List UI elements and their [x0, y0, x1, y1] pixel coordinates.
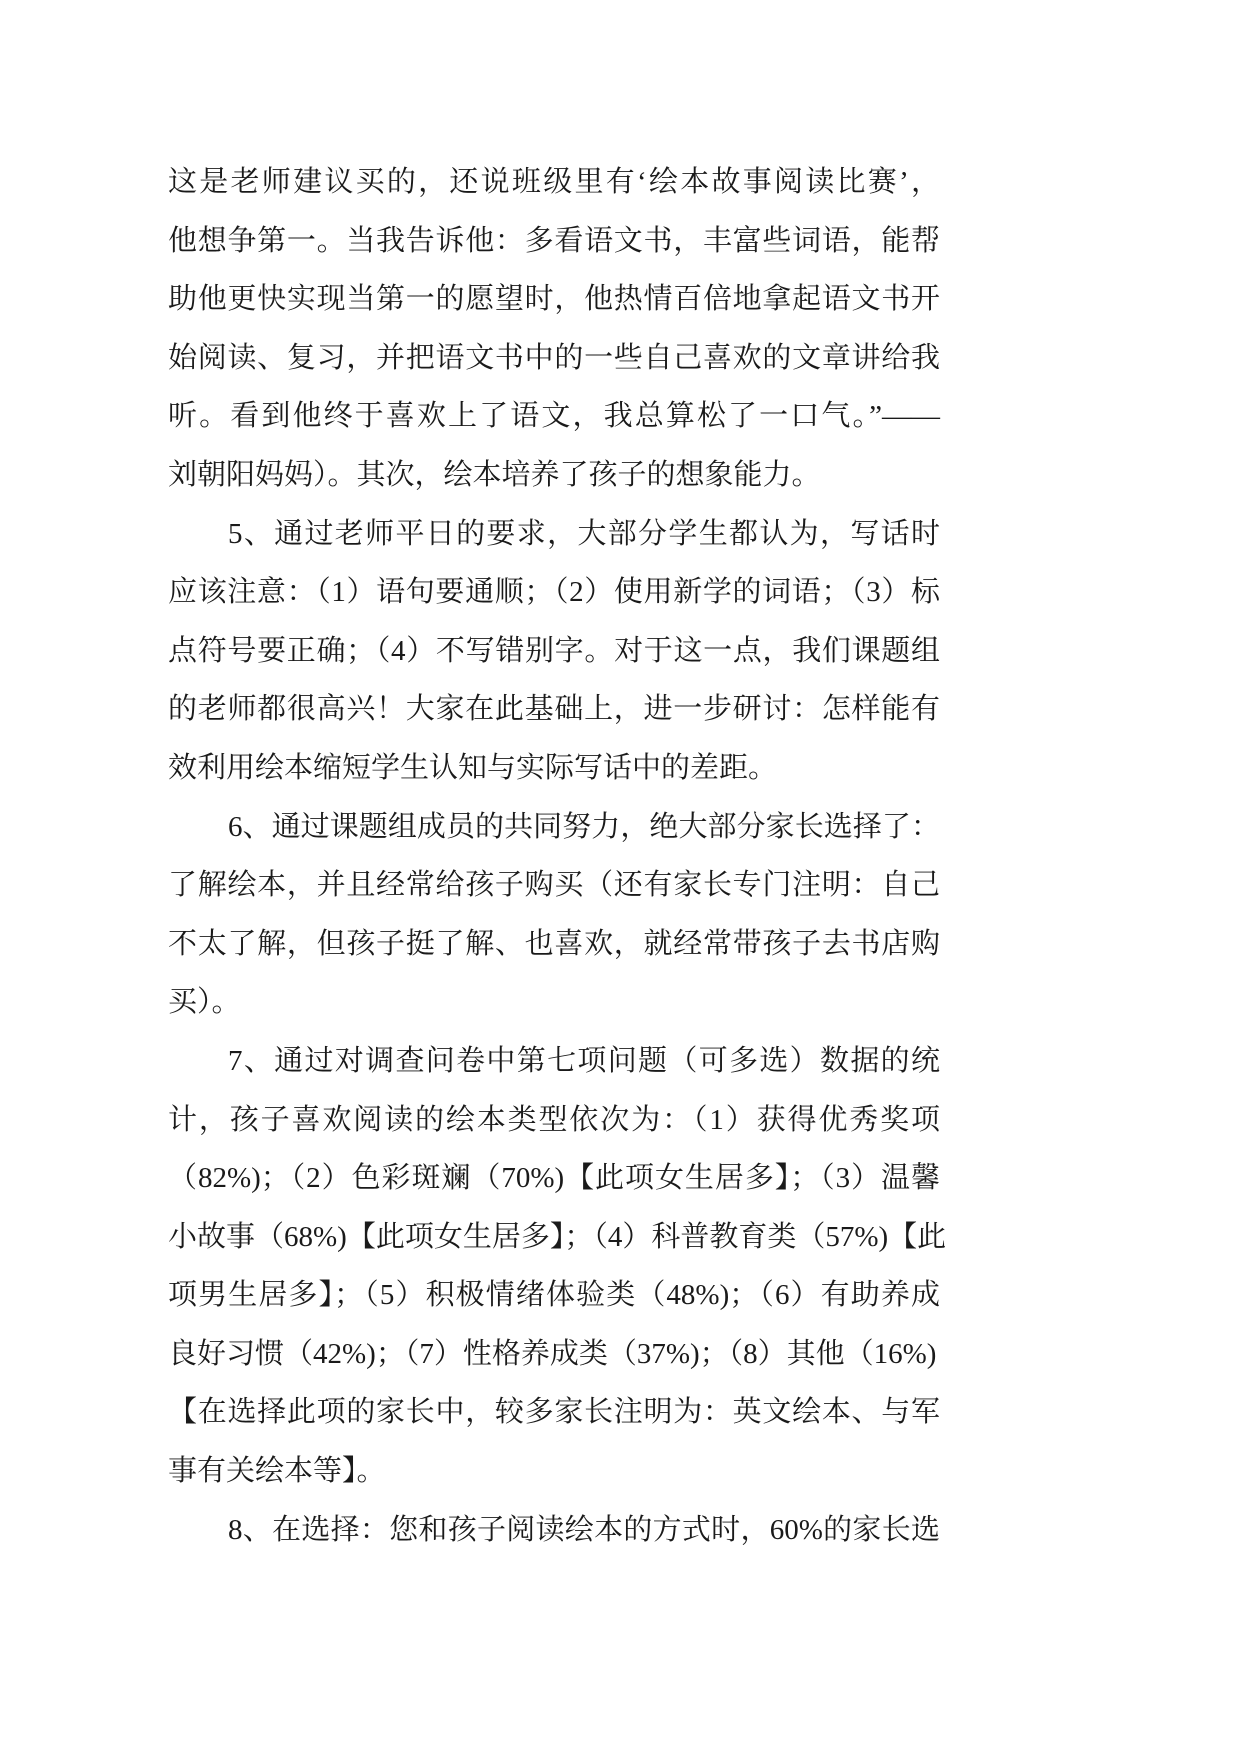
text-line: 买）。: [168, 986, 241, 1019]
text-line: 计，孩子喜欢阅读的绘本类型依次为：（1）获得优秀奖项: [168, 1103, 940, 1136]
text-line: 点符号要正确；（4）不写错别字。对于这一点，我们课题组: [168, 634, 940, 667]
text-line: 【在选择此项的家长中，较多家长注明为：英文绘本、与军: [168, 1396, 940, 1429]
text-line: 刘朝阳妈妈）。其次，绘本培养了孩子的想象能力。: [168, 458, 821, 491]
text-line: 听。看到他终于喜欢上了语文，我总算松了一口气。”——: [168, 400, 940, 433]
text-line: （82%)；（2）色彩斑斓（70%)【此项女生居多】；（3）温馨: [168, 1162, 940, 1195]
paragraph-item-8: [168, 1501, 940, 1560]
text-line: 助他更快实现当第一的愿望时，他热情百倍地拿起语文书开: [168, 283, 940, 316]
text-line: 事有关绘本等】。: [168, 1455, 386, 1488]
text-line: 始阅读、复习，并把语文书中的一些自己喜欢的文章讲给我: [168, 341, 940, 374]
text-line: 小故事（68%)【此项女生居多】；（4）科普教育类（57%)【此: [168, 1220, 947, 1253]
body-text: [168, 153, 947, 1559]
text-line: 他想争第一。当我告诉他：多看语文书，丰富些词语，能帮: [168, 224, 940, 257]
text-line: 的老师都很高兴！大家在此基础上，进一步研讨：怎样能有: [168, 693, 940, 726]
text-line: 了解绘本，并且经常给孩子购买（还有家长专门注明：自己: [168, 869, 940, 902]
paragraph-item-6: [168, 798, 940, 1032]
paragraph-item-7: [168, 1032, 947, 1501]
paragraph-continuation: [168, 153, 940, 505]
text-line: 良好习惯（42%)；（7）性格养成类（37%)；（8）其他（16%): [168, 1337, 937, 1370]
text-line: 这是老师建议买的，还说班级里有‘绘本故事阅读比赛’，: [168, 166, 940, 198]
text-line: 8、在选择：您和孩子阅读绘本的方式时，60%的家长选: [228, 1513, 940, 1546]
paragraph-item-5: [168, 505, 940, 798]
text-line: 应该注意：（1）语句要通顺；（2）使用新学的词语；（3）标: [168, 576, 940, 609]
text-line: 6、通过课题组成员的共同努力，绝大部分家长选择了：: [228, 810, 940, 843]
text-line: 效利用绘本缩短学生认知与实际写话中的差距。: [168, 751, 778, 784]
text-line: 不太了解，但孩子挺了解、也喜欢，就经常带孩子去书店购: [168, 927, 940, 960]
text-line: 项男生居多】；（5）积极情绪体验类（48%)；（6）有助养成: [168, 1279, 940, 1312]
text-line: 7、通过对调查问卷中第七项问题（可多选）数据的统: [228, 1044, 940, 1077]
text-line: 5、通过老师平日的要求，大部分学生都认为，写话时: [228, 517, 940, 550]
